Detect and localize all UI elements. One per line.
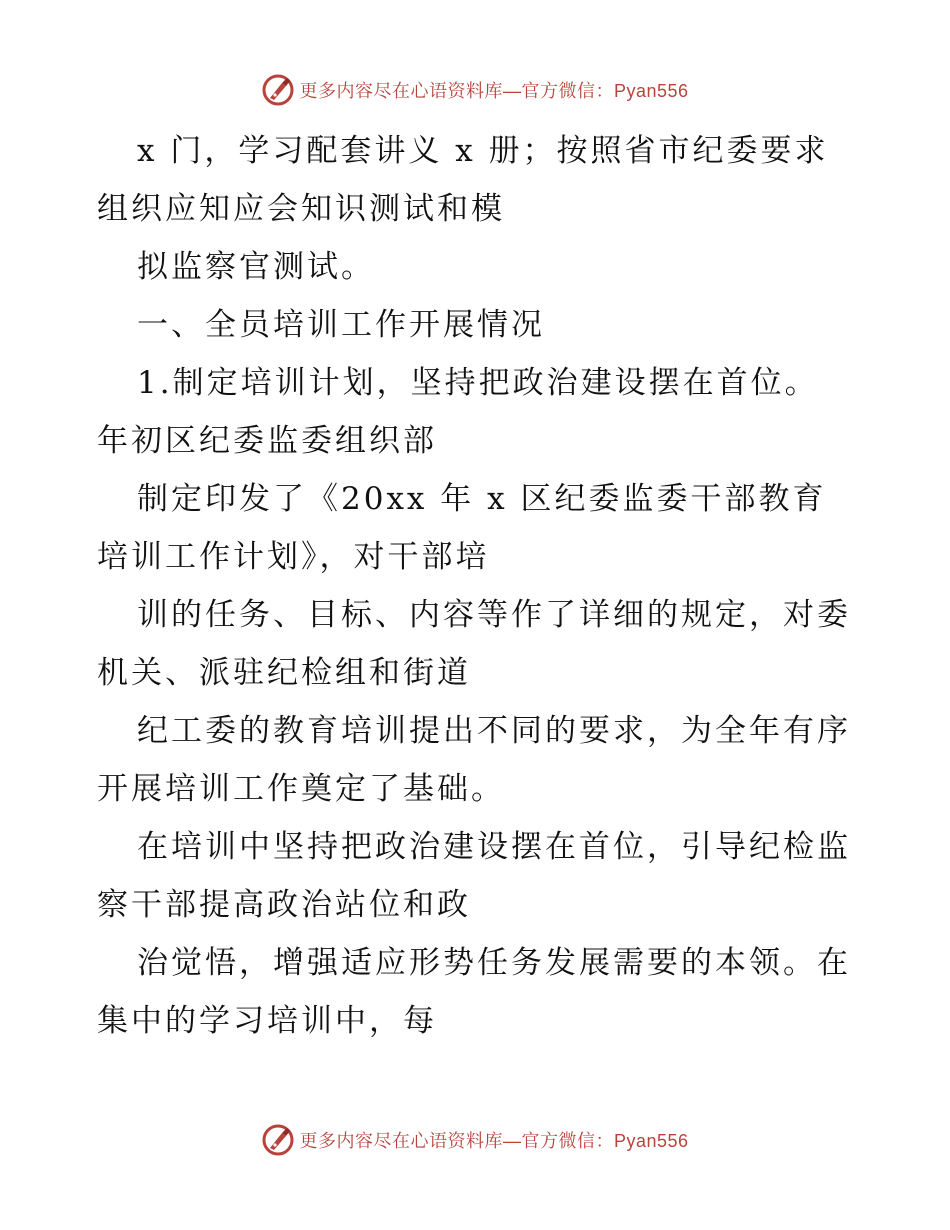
document-body — [97, 122, 852, 1050]
paragraph: 1.制定培训计划，坚持把政治建设摆在首位。年初区纪委监委组织部 — [97, 365, 819, 459]
paragraph: x 门，学习配套讲义 x 册；按照省市纪委要求组织应知应会知识测试和模 — [97, 133, 829, 227]
pen-nib-logo-icon — [261, 1123, 295, 1157]
header-banner — [0, 70, 950, 110]
paragraph: 治觉悟，增强适应形势任务发展需要的本领。在集中的学习培训中，每 — [97, 945, 851, 1039]
footer-banner — [0, 1120, 950, 1160]
paragraph: 拟监察官测试。 — [137, 249, 375, 285]
pen-nib-logo-icon — [261, 73, 295, 107]
header-banner-text: 更多内容尽在心语资料库—官方微信：Pyan556 — [299, 81, 689, 101]
paragraph: 纪工委的教育培训提出不同的要求，为全年有序开展培训工作奠定了基础。 — [97, 713, 851, 807]
paragraph: 训的任务、目标、内容等作了详细的规定，对委机关、派驻纪检组和街道 — [97, 597, 851, 691]
paragraph: 在培训中坚持把政治建设摆在首位，引导纪检监察干部提高政治站位和政 — [97, 829, 851, 923]
section-heading: 一、全员培训工作开展情况 — [137, 307, 545, 343]
footer-banner-text: 更多内容尽在心语资料库—官方微信：Pyan556 — [299, 1131, 689, 1151]
paragraph: 制定印发了《20xx 年 x 区纪委监委干部教育培训工作计划》，对干部培 — [97, 481, 827, 575]
